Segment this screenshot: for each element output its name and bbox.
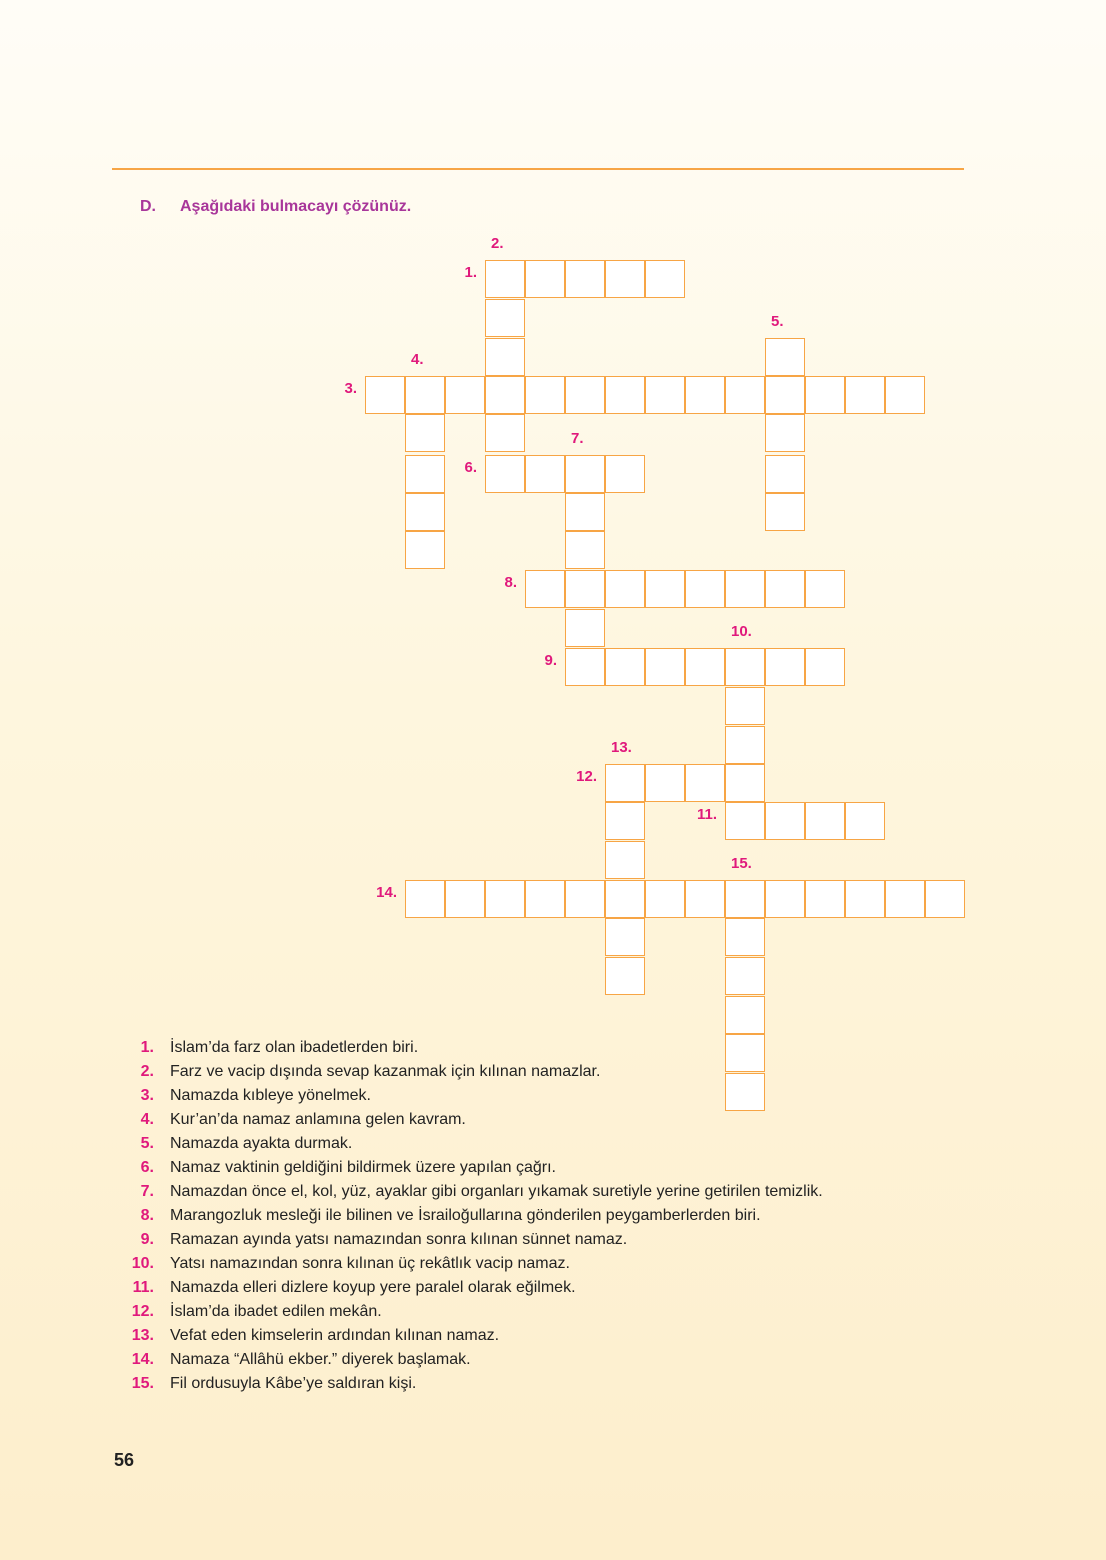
clue-number-label: 14.: [376, 884, 397, 901]
clue-number-label: 8.: [504, 574, 517, 591]
crossword-cell[interactable]: [765, 802, 805, 840]
clue-text: Namazda elleri dizlere koyup yere paralel olarak eğilmek.: [170, 1279, 576, 1296]
clue-number-label: 3.: [344, 380, 357, 397]
crossword-cell[interactable]: [765, 880, 805, 918]
crossword-cell[interactable]: [445, 376, 485, 414]
crossword-cell[interactable]: [685, 376, 725, 414]
crossword-cell[interactable]: [605, 802, 645, 840]
clue-item: [112, 1132, 932, 1156]
crossword-cell[interactable]: [765, 570, 805, 608]
crossword-cell[interactable]: [405, 376, 445, 414]
clue-number-label: 7.: [571, 430, 584, 447]
clue-text: Namazda ayakta durmak.: [170, 1135, 353, 1152]
clue-text: Yatsı namazından sonra kılınan üç rekâtlık vacip namaz.: [170, 1255, 570, 1272]
crossword-cell[interactable]: [685, 570, 725, 608]
clue-text: Marangozluk mesleği ile bilinen ve İsrailoğullarına gönderilen peygamberlerden biri.: [170, 1207, 761, 1224]
crossword-cell[interactable]: [525, 260, 565, 298]
crossword-cell[interactable]: [725, 648, 765, 686]
clue-number: 2.: [140, 1063, 154, 1080]
crossword-cell[interactable]: [605, 957, 645, 995]
clue-item: [112, 1084, 932, 1108]
crossword-cell[interactable]: [605, 764, 645, 802]
crossword-cell[interactable]: [405, 455, 445, 493]
header-rule: [112, 168, 964, 170]
crossword-cell[interactable]: [405, 414, 445, 452]
crossword-cell[interactable]: [765, 455, 805, 493]
crossword-cell[interactable]: [725, 570, 765, 608]
clue-item: [112, 1228, 932, 1252]
crossword-cell[interactable]: [605, 841, 645, 879]
crossword-cell[interactable]: [565, 880, 605, 918]
clue-number: 3.: [140, 1087, 154, 1104]
crossword-cell[interactable]: [605, 648, 645, 686]
clue-number-label: 15.: [731, 855, 752, 872]
crossword-cell[interactable]: [485, 414, 525, 452]
crossword-cell[interactable]: [445, 880, 485, 918]
crossword-cell[interactable]: [685, 648, 725, 686]
clue-item: [112, 1276, 932, 1300]
clue-item: [112, 1060, 932, 1084]
crossword-cell[interactable]: [605, 455, 645, 493]
clue-item: [112, 1372, 932, 1396]
clue-number-label: 12.: [576, 768, 597, 785]
crossword-cell[interactable]: [605, 918, 645, 956]
crossword-cell[interactable]: [565, 493, 605, 531]
crossword-cell[interactable]: [805, 802, 845, 840]
clue-number-label: 2.: [491, 235, 504, 252]
crossword-cell[interactable]: [485, 376, 525, 414]
crossword-cell[interactable]: [805, 648, 845, 686]
crossword-cell[interactable]: [605, 880, 645, 918]
clue-number: 11.: [132, 1279, 154, 1296]
crossword-cell[interactable]: [565, 260, 605, 298]
crossword-cell[interactable]: [845, 376, 885, 414]
crossword-cell[interactable]: [525, 376, 565, 414]
clue-text: Namazda kıbleye yönelmek.: [170, 1087, 371, 1104]
crossword-cell[interactable]: [405, 531, 445, 569]
crossword-cell[interactable]: [845, 802, 885, 840]
crossword-cell[interactable]: [485, 455, 525, 493]
clue-number-label: 4.: [411, 351, 424, 368]
crossword-cell[interactable]: [885, 880, 925, 918]
clue-number-label: 10.: [731, 623, 752, 640]
clue-text: Namaza “Allâhü ekber.” diyerek başlamak.: [170, 1351, 471, 1368]
crossword-cell[interactable]: [485, 260, 525, 298]
clue-number: 14.: [131, 1351, 154, 1368]
crossword-cell[interactable]: [725, 996, 765, 1034]
clue-number-label: 13.: [611, 739, 632, 756]
clue-text: Farz ve vacip dışında sevap kazanmak için kılınan namazlar.: [170, 1063, 601, 1080]
crossword-cell[interactable]: [685, 880, 725, 918]
clue-item: [112, 1204, 932, 1228]
clue-text: İslam’da ibadet edilen mekân.: [170, 1303, 382, 1320]
clue-item: [112, 1324, 932, 1348]
crossword-cell[interactable]: [725, 957, 765, 995]
crossword-cell[interactable]: [565, 609, 605, 647]
clue-item: [112, 1180, 932, 1204]
crossword-cell[interactable]: [645, 376, 685, 414]
clue-text: Ramazan ayında yatsı namazından sonra kılınan sünnet namaz.: [170, 1231, 628, 1248]
crossword-cell[interactable]: [485, 299, 525, 337]
crossword-cell[interactable]: [605, 260, 645, 298]
crossword-cell[interactable]: [525, 570, 565, 608]
crossword-cell[interactable]: [565, 648, 605, 686]
exercise-letter: D.: [140, 198, 156, 215]
clue-number: 1.: [140, 1039, 154, 1056]
clue-item: [112, 1156, 932, 1180]
crossword-cell[interactable]: [645, 260, 685, 298]
crossword-cell[interactable]: [765, 648, 805, 686]
clue-text: Kur’an’da namaz anlamına gelen kavram.: [170, 1111, 466, 1128]
crossword-cell[interactable]: [645, 648, 685, 686]
clue-item: [112, 1300, 932, 1324]
crossword-cell[interactable]: [525, 455, 565, 493]
crossword-cell[interactable]: [925, 880, 965, 918]
crossword-cell[interactable]: [725, 802, 765, 840]
crossword-cell[interactable]: [725, 376, 765, 414]
clue-number-label: 9.: [544, 652, 557, 669]
clue-number: 12.: [131, 1303, 154, 1320]
exercise-heading: [140, 198, 411, 216]
crossword-cell[interactable]: [885, 376, 925, 414]
clue-number: 6.: [140, 1159, 154, 1176]
clue-number: 7.: [140, 1183, 154, 1200]
crossword-cell[interactable]: [685, 764, 725, 802]
crossword-cell[interactable]: [525, 880, 565, 918]
clue-text: Namaz vaktinin geldiğini bildirmek üzere yapılan çağrı.: [170, 1159, 556, 1176]
crossword-cell[interactable]: [805, 880, 845, 918]
clue-item: [112, 1348, 932, 1372]
crossword-cell[interactable]: [645, 764, 685, 802]
crossword-cell[interactable]: [365, 376, 405, 414]
clue-list: [112, 1036, 932, 1396]
crossword-cell[interactable]: [645, 880, 685, 918]
crossword-cell[interactable]: [605, 376, 645, 414]
crossword-cell[interactable]: [765, 414, 805, 452]
crossword-cell[interactable]: [725, 687, 765, 725]
crossword-cell[interactable]: [765, 376, 805, 414]
crossword-cell[interactable]: [805, 376, 845, 414]
clue-number-label: 5.: [771, 313, 784, 330]
clue-number-label: 6.: [464, 459, 477, 476]
clue-number-label: 1.: [464, 264, 477, 281]
crossword-cell[interactable]: [405, 493, 445, 531]
crossword-cell[interactable]: [725, 918, 765, 956]
crossword-cell[interactable]: [405, 880, 445, 918]
crossword-cell[interactable]: [605, 570, 645, 608]
clue-item: [112, 1252, 932, 1276]
crossword-cell[interactable]: [725, 764, 765, 802]
clue-text: Namazdan önce el, kol, yüz, ayaklar gibi organları yıkamak suretiyle yerine getirilen temizlik.: [170, 1183, 823, 1200]
clue-item: [112, 1108, 932, 1132]
clue-number: 9.: [140, 1231, 154, 1248]
exercise-instruction: Aşağıdaki bulmacayı çözünüz.: [180, 198, 412, 215]
crossword-cell[interactable]: [565, 455, 605, 493]
clue-number: 8.: [140, 1207, 154, 1224]
crossword-cell[interactable]: [765, 338, 805, 376]
crossword-cell[interactable]: [565, 531, 605, 569]
clue-text: İslam’da farz olan ibadetlerden biri.: [170, 1039, 419, 1056]
crossword-cell[interactable]: [805, 570, 845, 608]
crossword-cell[interactable]: [765, 493, 805, 531]
crossword-cell[interactable]: [845, 880, 885, 918]
crossword-cell[interactable]: [485, 880, 525, 918]
crossword-cell[interactable]: [485, 338, 525, 376]
clue-number: 4.: [140, 1111, 154, 1128]
clue-text: Vefat eden kimselerin ardından kılınan namaz.: [170, 1327, 500, 1344]
clue-number: 5.: [140, 1135, 154, 1152]
clue-text: Fil ordusuyla Kâbe’ye saldıran kişi.: [170, 1375, 417, 1392]
crossword-cell[interactable]: [645, 570, 685, 608]
clue-number: 10.: [131, 1255, 154, 1272]
crossword-cell[interactable]: [565, 570, 605, 608]
page-number: 56: [114, 1450, 135, 1470]
crossword-cell[interactable]: [725, 880, 765, 918]
crossword-cell[interactable]: [565, 376, 605, 414]
clue-number: 13.: [131, 1327, 154, 1344]
crossword-cell[interactable]: [725, 726, 765, 764]
clue-number: 15.: [131, 1375, 154, 1392]
clue-number-label: 11.: [696, 806, 717, 823]
clue-item: [112, 1036, 932, 1060]
